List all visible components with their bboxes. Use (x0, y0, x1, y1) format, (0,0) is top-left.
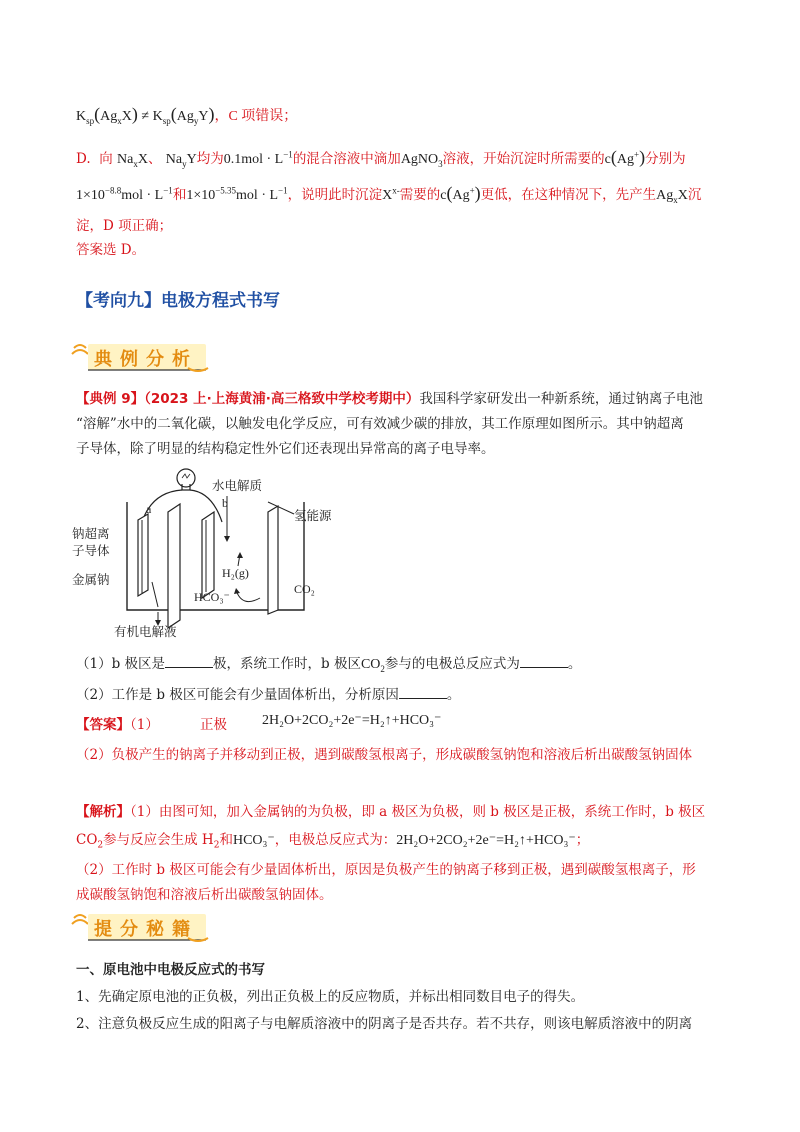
label-organic-electrolyte: 有机电解液 (114, 624, 177, 639)
question-2: （2）工作是 b 极区可能会有少量固体析出，分析原因 。 (76, 687, 461, 703)
question-1: （1）b 极区是 极，系统工作时，b 极区$CO_2$参与的电极总反应式为 。 (76, 656, 582, 674)
answer-blank[interactable] (165, 655, 213, 668)
example-line1: 【典例 9】（2023 上·上海黄浦·高三格致中学校考期中）我国科学家研发出一种新系统，通过钠离子电池 (76, 391, 703, 407)
banner1-text: 典例分析 (94, 349, 198, 370)
label-na-super-2: 子导体 (72, 543, 110, 558)
electrode-a (138, 514, 148, 596)
label-h2: H₂(g) (222, 566, 249, 580)
analysis-line3: （2）工作时 b 极区可能会有少量固体析出，原因是负极产生的钠离子移到正极，遇到碳酸氢根离子，形 (76, 862, 696, 878)
electrochemical-cell-diagram (72, 462, 352, 642)
analysis-line2: $CO_2$参与反应会生成 $H_2$和HCO₃⁻，电极总反应式为：2H₂O+2CO₂+2e⁻=H₂↑+HCO₃⁻； (76, 832, 590, 851)
analysis-line4: 成碳酸氢钠饱和溶液后析出碳酸氢钠固体。 (76, 887, 333, 903)
label-co2: CO₂ (294, 582, 315, 596)
banner2-text: 提分秘籍 (94, 919, 198, 940)
option-d-line3: 淀，D 项正确； (76, 218, 173, 234)
label-water-electrolyte: 水电解质 (212, 478, 263, 493)
option-d-line1: D. 向 $Na_xX$、 $Na_yY$均为$0.1mol \cdot L^{-1}$的混合溶液中滴加AgNO$_3$溶液，开始沉淀时所需要的c(Ag+)分别为 (76, 147, 686, 169)
banner-tips (70, 910, 210, 948)
answer-blank[interactable] (399, 686, 447, 699)
label-electrode-a: a (146, 502, 152, 516)
label-electrode-b: b (222, 496, 228, 510)
section-title: 【考向九】电极方程式书写 (76, 291, 280, 311)
answer-block-line1: 【答案】（1） (76, 717, 159, 733)
answer-equation: 2H₂O+2CO₂+2e⁻=H₂↑+HCO₃⁻ (262, 713, 442, 728)
tips-item-1: 1、先确定原电池的正负极，列出正负极上的反应物质，并标出相同数目电子的得失。 (76, 989, 585, 1005)
separator-plate (168, 504, 180, 628)
tips-heading: 一、原电池中电极反应式的书写 (76, 962, 265, 978)
answer-line: 答案选 D。 (76, 242, 146, 258)
answer-positive: 正极 (200, 717, 227, 733)
banner-example-analysis (70, 340, 210, 378)
label-na-metal: 金属钠 (72, 572, 110, 587)
tips-item-2: 2、注意负极反应生成的阳离子与电解质溶液中的阴离子是否共存。若不共存，则该电解质溶液中的阴离 (76, 1016, 693, 1032)
label-hco3: HCO₃⁻ (194, 590, 230, 604)
analysis-line1: 【解析】（1）由图可知，加入金属钠的为负极，即 a 极区为负极，则 b 极区是正极，系统工作时，b 极区 (76, 804, 706, 820)
option-d-line2: $1\times 10^{-8.8}mol \cdot L^{-1}$和$1\times 10^{-5.35}mol \cdot L^{-1}$，说明此时沉淀$X^{x-}$需要的c(Ag+)更低，在这种情况下，先产生$Ag_xX$沉 (76, 183, 702, 205)
label-hydrogen-energy: 氢能源 (294, 508, 332, 523)
answer-part2: （2）负极产生的钠离子并移动到正极，遇到碳酸氢根离子，形成碳酸氢钠饱和溶液后析出碳酸氢钠固体 (76, 747, 693, 763)
pointer-na (152, 582, 158, 607)
arrow-co2 (236, 590, 260, 602)
light-bulb-icon (177, 469, 195, 490)
label-na-super-1: 钠超离 (72, 526, 110, 541)
ksp-line: $K_{sp}(Ag_xX) \ne K_{sp}(Ag_yY)$，C 项错误； (76, 104, 298, 126)
example-line3: 子导体，除了明显的结构稳定性外它们还表现出异常高的离子电导率。 (76, 441, 495, 457)
answer-blank[interactable] (520, 655, 568, 668)
right-plate (268, 506, 278, 614)
example-line2: “溶解”水中的二氧化碳，以触发电化学反应，可有效减少碳的排放，其工作原理如图所示。其中钠超离 (76, 416, 684, 432)
electrode-b (202, 512, 214, 598)
